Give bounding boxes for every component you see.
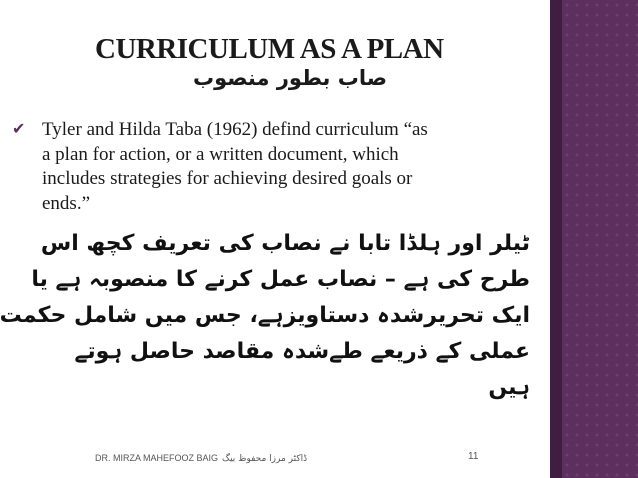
sidebar-strip	[550, 0, 562, 478]
bullet-line: a plan for action, or a written document, which	[42, 143, 399, 165]
slide-title-urdu: صاب بطور منصوب	[192, 66, 388, 90]
author-name-urdu: ڈاکٹر مرزا محفوظ بیگ	[222, 454, 308, 464]
urdu-line: طرح کی ہے – نصاب عمل کرنے کا منصوبہ ہے یا	[31, 267, 530, 292]
urdu-line: ہیں	[488, 375, 530, 400]
urdu-paragraph	[0, 226, 530, 406]
slide-title: CURRICULUM AS A PLAN	[95, 33, 444, 65]
urdu-line: عملی کے ذریعے طےشدہ مقاصد حاصل ہوتے	[74, 339, 530, 364]
urdu-line: ٹیلر اور ہلڈا تابا نے نصاب کی تعریف کچھ اس	[40, 231, 530, 256]
author-name: DR. MIRZA MAHEFOOZ BAIG	[95, 453, 219, 463]
urdu-line: ایک تحریرشدہ دستاویزہے، جس میں شامل حکمت	[0, 303, 530, 328]
sidebar-dot-pattern	[562, 0, 638, 478]
footer-author	[95, 453, 307, 464]
bullet-line: includes strategies for achieving desired goals or	[42, 168, 413, 189]
bullet-line: ends.”	[42, 192, 91, 214]
bullet-text	[42, 118, 530, 216]
page-number: 11	[468, 451, 479, 462]
bullet-line: Tyler and Hilda Taba (1962) defind curriculum “as	[42, 119, 428, 140]
check-mark-icon: ✔	[12, 119, 26, 138]
decorative-sidebar	[550, 0, 638, 478]
